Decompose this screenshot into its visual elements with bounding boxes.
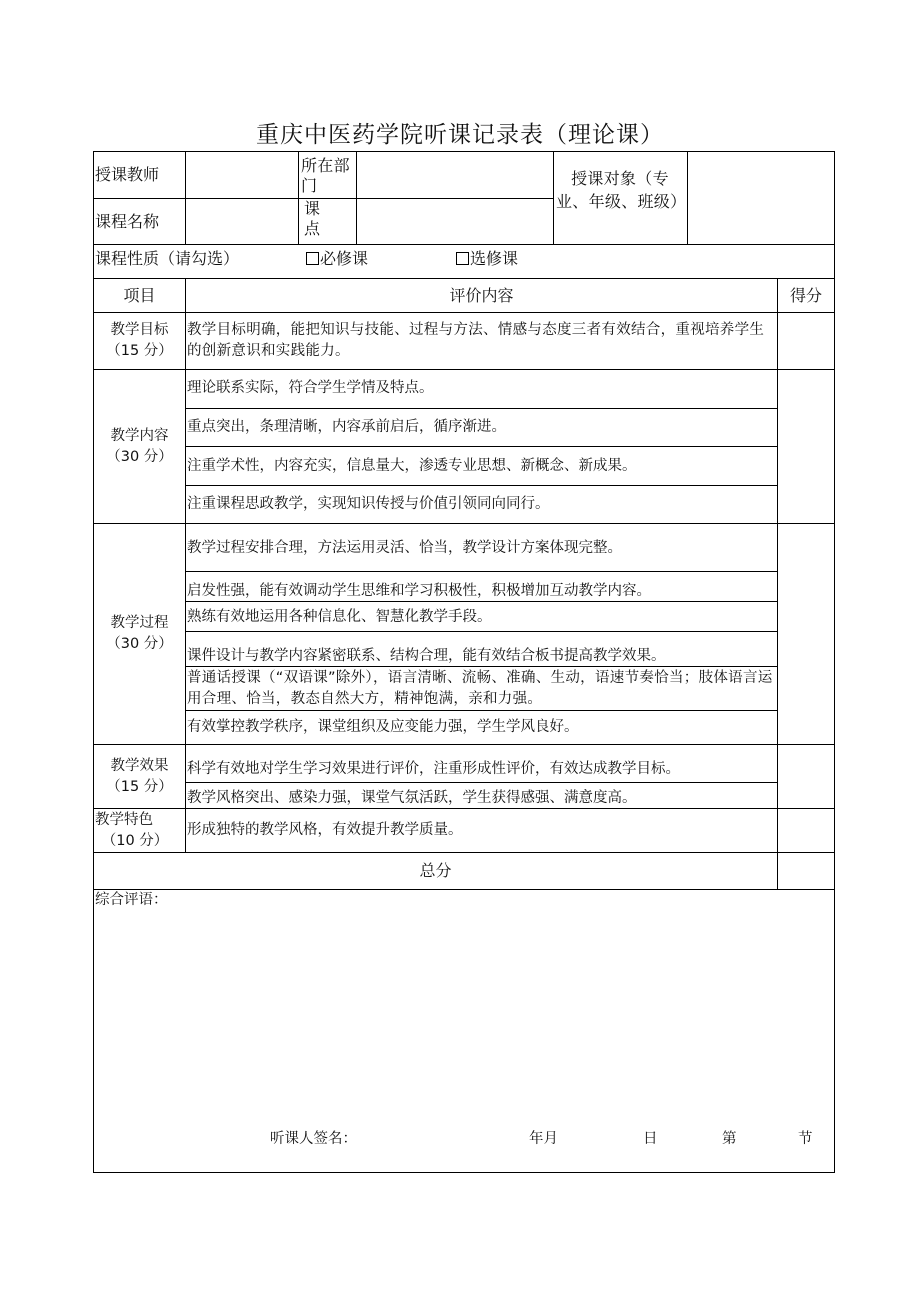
elective-checkbox[interactable]: [456, 252, 469, 265]
section-name: 教学效果: [110, 758, 169, 774]
score-input[interactable]: [779, 746, 833, 806]
year-month-label: 年月: [529, 1131, 558, 1147]
total-label: 总分: [419, 861, 452, 880]
criterion-row: 教学风格突出、感染力强，课堂气氛活跃，学生获得感强、满意度高。: [187, 790, 637, 806]
course-input[interactable]: [187, 203, 295, 241]
column-score: 得分: [789, 286, 822, 305]
section-name: 教学过程: [110, 615, 169, 631]
criterion-row: 启发性强，能有效调动学生思维和学习积极性，积极增加互动教学内容。: [187, 583, 651, 599]
column-item: 项目: [123, 286, 156, 305]
section-content-label: [94, 426, 185, 468]
day-label: 日: [643, 1131, 658, 1147]
form-title: 重庆中医药学院听课记录表（理论课）: [256, 122, 664, 148]
section-process-label: [94, 613, 185, 655]
score-input[interactable]: [779, 314, 833, 367]
criterion-row: 有效掌控教学秩序，课堂组织及应变能力强，学生学风良好。: [187, 719, 579, 735]
criterion-row: 科学有效地对学生学习效果进行评价，注重形成性评价，有效达成教学目标。: [187, 761, 680, 777]
score-input[interactable]: [779, 371, 833, 521]
section-points: （10 分）: [101, 833, 169, 849]
column-content: 评价内容: [449, 286, 514, 305]
section-points: （30 分）: [106, 636, 173, 652]
section-effect-label: [94, 756, 185, 798]
section-name: 教学目标: [110, 322, 169, 338]
period-suffix: 节: [798, 1131, 813, 1147]
section-name: 教学特色: [95, 812, 153, 828]
criterion-row: 教学目标明确，能把知识与技能、过程与方法、情感与态度三者有效结合，重视培养学生的创新意识和实践能力。: [187, 322, 765, 359]
criterion-row: 普通话授课（“双语课”除外），语言清晰、流畅、准确、生动，语速节奏恰当；肢体语言运用合理、恰当，教态自然大方，精神饱满，亲和力强。: [187, 670, 773, 707]
criterion-row: 形成独特的教学风格，有效提升教学质量。: [187, 822, 463, 838]
criterion-row: 熟练有效地运用各种信息化、智慧化教学手段。: [187, 609, 492, 625]
section-name: 教学内容: [110, 428, 169, 444]
criterion-row: 教学过程安排合理，方法运用灵活、恰当，教学设计方案体现完整。: [187, 540, 622, 556]
topic-label: 课点: [304, 199, 321, 238]
teacher-input[interactable]: [187, 157, 295, 195]
criterion-row: 理论联系实际，符合学生学情及特点。: [187, 380, 434, 396]
signature-input[interactable]: [360, 1126, 520, 1150]
topic-input[interactable]: [359, 203, 549, 241]
department-label: 所在部门: [301, 156, 350, 195]
section-points: （15 分）: [106, 343, 173, 359]
section-points: （30 分）: [106, 449, 173, 465]
course-nature-label: 课程性质（请勾选）: [95, 249, 240, 268]
score-input[interactable]: [779, 810, 833, 850]
section-points: （15 分）: [106, 779, 173, 795]
course-label: 课程名称: [95, 212, 160, 231]
period-prefix: 第: [722, 1131, 737, 1147]
criterion-row: 重点突出，条理清晰，内容承前启后，循序渐进。: [187, 419, 506, 435]
elective-option[interactable]: 选修课: [456, 249, 518, 269]
section-goal-label: [94, 320, 185, 362]
department-input[interactable]: [359, 157, 549, 195]
required-checkbox[interactable]: [306, 252, 319, 265]
audience-label: 授课对象（专业、年级、班级）: [556, 169, 687, 211]
comment-label: 综合评语：: [95, 892, 168, 908]
score-input[interactable]: [779, 525, 833, 742]
signer-label: 听课人签名：: [270, 1131, 357, 1147]
criterion-row: 注重学术性，内容充实，信息量大，渗透专业思想、新概念、新成果。: [187, 458, 637, 474]
teacher-label: 授课教师: [95, 165, 160, 184]
audience-input[interactable]: [690, 157, 830, 241]
section-feature-label: [95, 810, 186, 852]
total-score-input[interactable]: [779, 854, 833, 887]
criterion-row: 注重课程思政教学，实现知识传授与价值引领同向同行。: [187, 496, 550, 512]
comment-textarea[interactable]: [95, 912, 831, 1117]
criterion-row: 课件设计与教学内容紧密联系、结构合理，能有效结合板书提高教学效果。: [187, 648, 666, 664]
required-option[interactable]: 必修课: [306, 249, 368, 269]
